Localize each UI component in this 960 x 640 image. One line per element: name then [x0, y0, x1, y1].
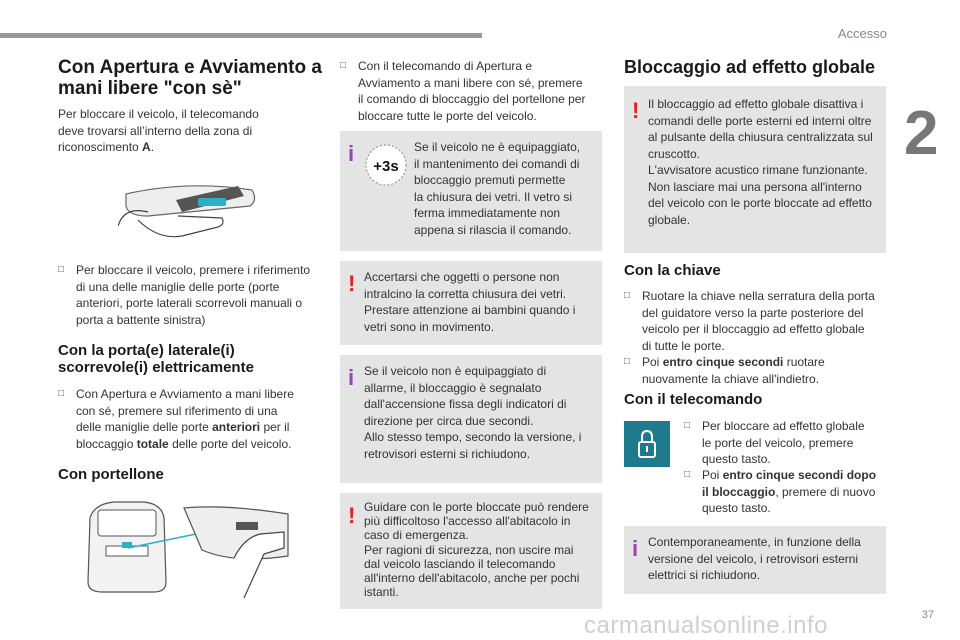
right-subtitle-remote: Con il telecomando — [624, 391, 763, 408]
left-title: Con Apertura e Avviamento a mani libere "con sè" — [58, 57, 322, 99]
left-bullet-2: □ Con Apertura e Avviamento a mani libere con sé, premere sul riferimento di una delle maniglie delle porte anteriori per il bloccaggio totale delle porte del veicolo. — [58, 387, 294, 451]
info-box-alarm — [340, 355, 602, 483]
info-box-windows — [340, 131, 602, 251]
tailgate-illustration — [84, 498, 294, 606]
info-text-mirrors: Contemporaneamente, in funzione della versione del veicolo, i retrovisori esterni elettrici si richiudono. — [648, 535, 861, 582]
watermark: carmanualsonline.info — [584, 612, 828, 639]
bullet-marker-icon: □ — [624, 290, 631, 301]
warning-text-global-lock: Il bloccaggio ad effetto globale disattiva i comandi delle porte esterni ed interni oltre al pulsante della chiusura centralizzata sul cruscotto. L'avvisatore acustico rimane funzionante. Non lasciare mai una persona all'interno del veicolo con le porte bloccate ad effetto globale. — [648, 97, 873, 227]
warning-box-global-lock — [624, 86, 886, 253]
info-text-alarm: Se il veicolo non è equipaggiato di allarme, il bloccaggio è segnalato dall'accensione fissa degli indicatori di direzione per circa due secondi. Allo stesso tempo, secondo la versione, i retrovisori esterni si richiudono. — [364, 364, 582, 461]
right-title: Bloccaggio ad effetto globale — [624, 57, 876, 77]
page-number: 37 — [921, 609, 934, 621]
warning-text-windows: Accertarsi che oggetti o persone non intralcino la corretta chiusura dei vetri. Prestare attenzione ai bambini quando i vetri sono in movimento. — [364, 270, 576, 334]
info-text-windows: Se il veicolo ne è equipaggiato, il mantenimento dei comandi di bloccaggio premuti permette la chiusura dei vetri. Il vetro si ferma immediatamente non appena si rilascia il comando. — [414, 140, 581, 237]
handle-illustration — [118, 176, 260, 246]
warning-icon: ! — [348, 503, 356, 528]
lock-button-icon — [624, 421, 670, 467]
chapter-number: 2 — [904, 99, 939, 168]
bullet-marker-icon: □ — [340, 60, 347, 71]
warning-box-emergency — [340, 493, 602, 609]
info-icon: i — [348, 141, 355, 166]
bullet-marker-icon: □ — [684, 469, 691, 480]
left-intro: Per bloccare il veicolo, il telecomando deve trovarsi all’interno della zona di riconoscimento A. — [58, 107, 259, 154]
left-subtitle-sliding-doors: Con la porta(e) laterale(i) scorrevole(i) elettricamente — [58, 342, 254, 377]
right-remote-bullet-2: □ Poi entro cinque secondi dopo il bloccaggio, premere di nuovo questo tasto. — [684, 468, 877, 515]
middle-bullet: □ Con il telecomando di Apertura e Avviamento a mani libere con sé, premere il comando di bloccaggio del portellone per bloccare tutte le porte del veicolo. — [340, 59, 586, 123]
warning-text-emergency: Guidare con le porte bloccate può rendere più difficoltoso l'accesso all'abitacolo in caso di emergenza. Per ragioni di sicurezza, non uscire mai dal veicolo lasciando il telecomando all'interno dell'abitacolo, anche per pochi istanti. — [364, 500, 589, 600]
bullet-marker-icon: □ — [58, 264, 65, 275]
bullet-marker-icon: □ — [684, 420, 691, 431]
bullet-marker-icon: □ — [624, 356, 631, 367]
svg-text:+3s: +3s — [373, 158, 399, 175]
right-remote-bullet-1: □ Per bloccare ad effetto globale le porte del veicolo, premere questo tasto. — [684, 419, 865, 466]
right-key-bullet-2: □ Poi entro cinque secondi ruotare nuovamente la chiave all'indietro. — [624, 355, 825, 386]
header-rule — [0, 33, 482, 38]
info-icon: i — [632, 536, 639, 561]
info-icon: i — [348, 365, 355, 390]
info-box-mirrors — [624, 526, 886, 594]
left-subtitle-tailgate: Con portellone — [58, 466, 164, 483]
right-key-bullet-1: □ Ruotare la chiave nella serratura della porta del guidatore verso la parte posteriore del veicolo per il bloccaggio ad effetto globale di tutte le porte. — [624, 289, 875, 353]
hold-3s-icon — [364, 143, 408, 187]
left-bullet-1: □ Per bloccare il veicolo, premere i riferimento di una delle maniglie delle porte (porte anteriori, porte laterali scorrevoli manuali o porta a battente sinistra) — [58, 263, 311, 327]
warning-icon: ! — [632, 98, 640, 123]
right-subtitle-key: Con la chiave — [624, 262, 721, 279]
warning-box-windows — [340, 261, 602, 345]
section-title: Accesso — [837, 26, 887, 41]
bullet-marker-icon: □ — [58, 388, 65, 399]
warning-icon: ! — [348, 271, 356, 296]
